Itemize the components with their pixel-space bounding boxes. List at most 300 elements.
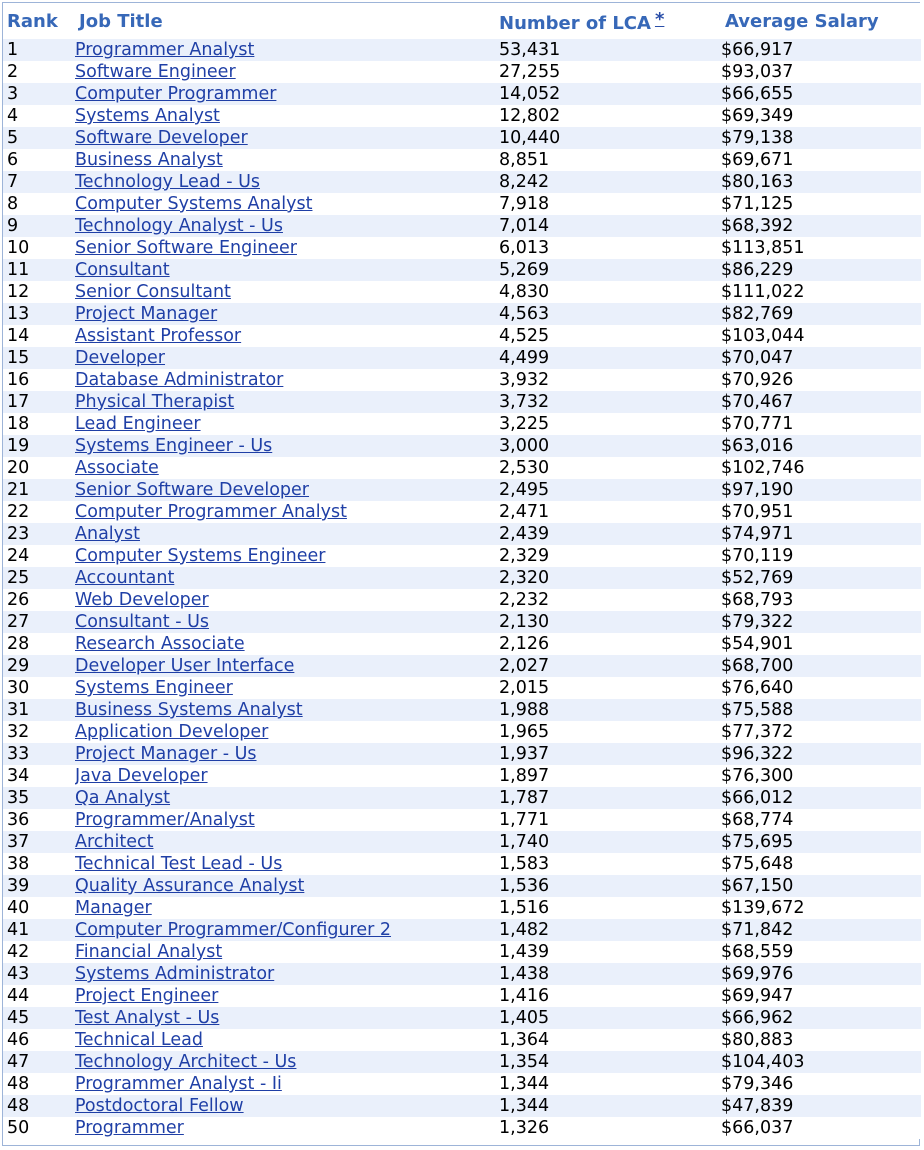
lca-count-cell: 14,052 — [499, 83, 721, 105]
lca-count-cell: 27,255 — [499, 61, 721, 83]
lca-count-cell: 3,732 — [499, 391, 721, 413]
job-title-cell — [75, 1029, 499, 1051]
table-row — [3, 237, 921, 259]
table-row — [3, 875, 921, 897]
rank-cell: 34 — [3, 765, 75, 787]
job-title-link[interactable]: Accountant — [75, 568, 175, 588]
lca-count-cell: 4,563 — [499, 303, 721, 325]
job-title-link[interactable]: Computer Programmer/Configurer 2 — [75, 920, 392, 940]
lca-count-cell: 2,439 — [499, 523, 721, 545]
lca-count-cell: 1,416 — [499, 985, 721, 1007]
job-title-link[interactable]: Physical Therapist — [75, 392, 235, 412]
job-title-cell — [75, 369, 499, 391]
average-salary-cell: $86,229 — [721, 259, 921, 281]
rank-cell: 29 — [3, 655, 75, 677]
job-title-link[interactable]: Project Manager - Us — [75, 744, 257, 764]
table-row — [3, 809, 921, 831]
job-title-link[interactable]: Technical Lead — [75, 1030, 203, 1050]
job-title-cell — [75, 611, 499, 633]
job-title-link[interactable]: Financial Analyst — [75, 942, 223, 962]
job-title-link[interactable]: Senior Software Engineer — [75, 238, 297, 258]
lca-count-cell: 1,897 — [499, 765, 721, 787]
job-title-cell — [75, 391, 499, 413]
job-title-link[interactable]: Manager — [75, 898, 152, 918]
job-title-link[interactable]: Computer Programmer — [75, 84, 277, 104]
job-title-link[interactable]: Assistant Professor — [75, 326, 242, 346]
job-title-link[interactable]: Java Developer — [75, 766, 208, 786]
table-row — [3, 743, 921, 765]
lca-count-cell: 4,499 — [499, 347, 721, 369]
lca-table-container — [2, 2, 920, 1146]
job-title-cell — [75, 259, 499, 281]
average-salary-cell: $75,648 — [721, 853, 921, 875]
average-salary-cell: $70,467 — [721, 391, 921, 413]
job-title-cell — [75, 237, 499, 259]
lca-count-cell: 3,225 — [499, 413, 721, 435]
job-title-cell — [75, 61, 499, 83]
table-row — [3, 633, 921, 655]
rank-cell: 48 — [3, 1095, 75, 1117]
lca-count-cell: 8,851 — [499, 149, 721, 171]
job-title-cell — [75, 809, 499, 831]
rank-cell: 26 — [3, 589, 75, 611]
table-row — [3, 1117, 921, 1139]
average-salary-cell: $63,016 — [721, 435, 921, 457]
lca-count-cell: 1,354 — [499, 1051, 721, 1073]
rank-cell: 3 — [3, 83, 75, 105]
table-row — [3, 391, 921, 413]
rank-cell: 40 — [3, 897, 75, 919]
rank-cell: 4 — [3, 105, 75, 127]
table-row — [3, 721, 921, 743]
job-title-link[interactable]: Technology Lead - Us — [75, 172, 260, 192]
average-salary-cell: $66,962 — [721, 1007, 921, 1029]
rank-cell: 32 — [3, 721, 75, 743]
average-salary-cell: $71,125 — [721, 193, 921, 215]
average-salary-cell: $66,917 — [721, 39, 921, 61]
rank-cell: 16 — [3, 369, 75, 391]
job-title-link[interactable]: Database Administrator — [75, 370, 284, 390]
job-title-cell — [75, 545, 499, 567]
rank-cell: 50 — [3, 1117, 75, 1139]
table-header — [3, 3, 921, 39]
job-title-link[interactable]: Programmer Analyst — [75, 40, 255, 60]
rank-cell: 44 — [3, 985, 75, 1007]
rank-cell: 17 — [3, 391, 75, 413]
table-row — [3, 435, 921, 457]
lca-count-cell: 12,802 — [499, 105, 721, 127]
table-row — [3, 677, 921, 699]
average-salary-cell: $70,926 — [721, 369, 921, 391]
average-salary-cell: $80,883 — [721, 1029, 921, 1051]
job-title-cell — [75, 501, 499, 523]
rank-cell: 10 — [3, 237, 75, 259]
job-title-link[interactable]: Computer Programmer Analyst — [75, 502, 347, 522]
rank-cell: 20 — [3, 457, 75, 479]
average-salary-cell: $70,047 — [721, 347, 921, 369]
job-title-cell — [75, 523, 499, 545]
job-title-cell — [75, 347, 499, 369]
average-salary-cell: $71,842 — [721, 919, 921, 941]
rank-cell: 47 — [3, 1051, 75, 1073]
job-title-link[interactable]: Quality Assurance Analyst — [75, 876, 305, 896]
job-title-link[interactable]: Research Associate — [75, 634, 245, 654]
lca-count-cell: 2,027 — [499, 655, 721, 677]
average-salary-cell: $103,044 — [721, 325, 921, 347]
average-salary-cell: $76,300 — [721, 765, 921, 787]
job-title-cell — [75, 281, 499, 303]
rank-cell: 6 — [3, 149, 75, 171]
table-row — [3, 919, 921, 941]
job-title-cell — [75, 1007, 499, 1029]
job-title-link[interactable]: Computer Systems Analyst — [75, 194, 313, 214]
rank-cell: 19 — [3, 435, 75, 457]
rank-cell: 14 — [3, 325, 75, 347]
rank-cell: 43 — [3, 963, 75, 985]
job-title-cell — [75, 941, 499, 963]
lca-job-table — [3, 3, 921, 1139]
table-row — [3, 1073, 921, 1095]
rank-cell: 21 — [3, 479, 75, 501]
table-row — [3, 589, 921, 611]
rank-cell: 38 — [3, 853, 75, 875]
rank-cell: 31 — [3, 699, 75, 721]
average-salary-cell: $113,851 — [721, 237, 921, 259]
rank-cell: 30 — [3, 677, 75, 699]
average-salary-cell: $52,769 — [721, 567, 921, 589]
table-row — [3, 699, 921, 721]
lca-count-cell: 7,014 — [499, 215, 721, 237]
job-title-link[interactable]: Web Developer — [75, 590, 209, 610]
job-title-link[interactable]: Software Engineer — [75, 62, 236, 82]
lca-count-cell: 3,000 — [499, 435, 721, 457]
job-title-cell — [75, 479, 499, 501]
average-salary-cell: $80,163 — [721, 171, 921, 193]
job-title-cell — [75, 589, 499, 611]
table-row — [3, 171, 921, 193]
lca-count-cell: 2,130 — [499, 611, 721, 633]
job-title-cell — [75, 39, 499, 61]
job-title-link[interactable]: Qa Analyst — [75, 788, 171, 808]
lca-count-cell: 1,326 — [499, 1117, 721, 1139]
job-title-cell — [75, 1073, 499, 1095]
table-row — [3, 281, 921, 303]
lca-count-cell: 6,013 — [499, 237, 721, 259]
lca-count-cell: 1,771 — [499, 809, 721, 831]
job-title-link[interactable]: Systems Analyst — [75, 106, 220, 126]
lca-count-cell: 53,431 — [499, 39, 721, 61]
job-title-link[interactable]: Consultant — [75, 260, 170, 280]
rank-cell: 37 — [3, 831, 75, 853]
table-row — [3, 985, 921, 1007]
job-title-link[interactable]: Consultant - Us — [75, 612, 209, 632]
average-salary-cell: $66,655 — [721, 83, 921, 105]
lca-count-cell: 1,937 — [499, 743, 721, 765]
rank-cell: 11 — [3, 259, 75, 281]
average-salary-cell: $93,037 — [721, 61, 921, 83]
lca-footnote-link[interactable]: * — [654, 8, 665, 30]
average-salary-cell: $66,037 — [721, 1117, 921, 1139]
table-row — [3, 105, 921, 127]
job-title-cell — [75, 1051, 499, 1073]
lca-count-cell: 1,787 — [499, 787, 721, 809]
table-row — [3, 1095, 921, 1117]
job-title-cell — [75, 193, 499, 215]
job-title-cell — [75, 743, 499, 765]
average-salary-cell: $111,022 — [721, 281, 921, 303]
job-title-cell — [75, 699, 499, 721]
table-body — [3, 39, 921, 1139]
average-salary-cell: $54,901 — [721, 633, 921, 655]
lca-count-cell: 1,364 — [499, 1029, 721, 1051]
job-title-cell — [75, 633, 499, 655]
table-row — [3, 479, 921, 501]
table-row — [3, 61, 921, 83]
job-title-link[interactable]: Business Analyst — [75, 150, 223, 170]
table-row — [3, 501, 921, 523]
rank-cell: 13 — [3, 303, 75, 325]
rank-cell: 33 — [3, 743, 75, 765]
job-title-cell — [75, 919, 499, 941]
rank-cell: 2 — [3, 61, 75, 83]
average-salary-cell: $75,695 — [721, 831, 921, 853]
table-row — [3, 1029, 921, 1051]
job-title-link[interactable]: Technical Test Lead - Us — [75, 854, 283, 874]
job-title-cell — [75, 655, 499, 677]
table-row — [3, 149, 921, 171]
average-salary-cell: $82,769 — [721, 303, 921, 325]
job-title-link[interactable]: Computer Systems Engineer — [75, 546, 326, 566]
lca-count-cell: 1,740 — [499, 831, 721, 853]
lca-count-cell: 1,583 — [499, 853, 721, 875]
average-salary-cell: $69,976 — [721, 963, 921, 985]
lca-count-cell: 2,471 — [499, 501, 721, 523]
lca-count-cell: 2,320 — [499, 567, 721, 589]
job-title-cell — [75, 787, 499, 809]
lca-count-cell: 1,482 — [499, 919, 721, 941]
job-title-link[interactable]: Software Developer — [75, 128, 248, 148]
job-title-cell — [75, 171, 499, 193]
average-salary-cell: $66,012 — [721, 787, 921, 809]
job-title-link[interactable]: Senior Consultant — [75, 282, 231, 302]
table-row — [3, 325, 921, 347]
job-title-link[interactable]: Systems Engineer — [75, 678, 233, 698]
job-title-link[interactable]: Developer User Interface — [75, 656, 295, 676]
job-title-link[interactable]: Programmer — [75, 1118, 184, 1138]
job-title-link[interactable]: Application Developer — [75, 722, 269, 742]
rank-cell: 36 — [3, 809, 75, 831]
lca-count-cell: 2,329 — [499, 545, 721, 567]
job-title-cell — [75, 853, 499, 875]
job-title-cell — [75, 897, 499, 919]
job-title-cell — [75, 567, 499, 589]
rank-cell: 7 — [3, 171, 75, 193]
table-row — [3, 897, 921, 919]
lca-count-cell: 2,530 — [499, 457, 721, 479]
lca-count-cell: 3,932 — [499, 369, 721, 391]
job-title-link[interactable]: Analyst — [75, 524, 140, 544]
job-title-link[interactable]: Architect — [75, 832, 154, 852]
average-salary-cell: $139,672 — [721, 897, 921, 919]
rank-cell: 22 — [3, 501, 75, 523]
table-row — [3, 127, 921, 149]
job-title-cell — [75, 831, 499, 853]
job-title-link[interactable]: Test Analyst - Us — [75, 1008, 220, 1028]
rank-cell: 5 — [3, 127, 75, 149]
job-title-link[interactable]: Programmer Analyst - Ii — [75, 1074, 282, 1094]
job-title-cell — [75, 1095, 499, 1117]
table-row — [3, 1051, 921, 1073]
table-row — [3, 259, 921, 281]
average-salary-cell: $68,559 — [721, 941, 921, 963]
job-title-cell — [75, 215, 499, 237]
job-title-link[interactable]: Project Engineer — [75, 986, 219, 1006]
header-row — [3, 3, 921, 39]
average-salary-cell: $68,392 — [721, 215, 921, 237]
job-title-cell — [75, 149, 499, 171]
job-title-link[interactable]: Systems Administrator — [75, 964, 275, 984]
average-salary-cell: $70,951 — [721, 501, 921, 523]
job-title-link[interactable]: Systems Engineer - Us — [75, 436, 273, 456]
rank-cell: 25 — [3, 567, 75, 589]
table-row — [3, 963, 921, 985]
job-title-cell — [75, 457, 499, 479]
average-salary-cell: $69,349 — [721, 105, 921, 127]
average-salary-cell: $47,839 — [721, 1095, 921, 1117]
header-number-of-lca — [499, 3, 721, 39]
rank-cell: 15 — [3, 347, 75, 369]
lca-count-cell: 1,988 — [499, 699, 721, 721]
rank-cell: 8 — [3, 193, 75, 215]
job-title-link[interactable]: Lead Engineer — [75, 414, 201, 434]
average-salary-cell: $96,322 — [721, 743, 921, 765]
lca-count-cell: 1,344 — [499, 1073, 721, 1095]
rank-cell: 18 — [3, 413, 75, 435]
table-row — [3, 941, 921, 963]
average-salary-cell: $68,793 — [721, 589, 921, 611]
average-salary-cell: $97,190 — [721, 479, 921, 501]
job-title-cell — [75, 105, 499, 127]
rank-cell: 28 — [3, 633, 75, 655]
job-title-cell — [75, 325, 499, 347]
table-row — [3, 193, 921, 215]
average-salary-cell: $68,700 — [721, 655, 921, 677]
lca-count-cell: 2,126 — [499, 633, 721, 655]
table-row — [3, 83, 921, 105]
average-salary-cell: $79,322 — [721, 611, 921, 633]
job-title-cell — [75, 721, 499, 743]
job-title-link[interactable]: Project Manager — [75, 304, 218, 324]
job-title-link[interactable]: Business Systems Analyst — [75, 700, 303, 720]
average-salary-cell: $102,746 — [721, 457, 921, 479]
job-title-link[interactable]: Developer — [75, 348, 166, 368]
table-row — [3, 369, 921, 391]
job-title-link[interactable]: Associate — [75, 458, 159, 478]
rank-cell: 42 — [3, 941, 75, 963]
header-lca-label: Number of LCA — [499, 12, 651, 34]
table-row — [3, 831, 921, 853]
job-title-link[interactable]: Programmer/Analyst — [75, 810, 255, 830]
job-title-link[interactable]: Postdoctoral Fellow — [75, 1096, 244, 1116]
job-title-cell — [75, 435, 499, 457]
rank-cell: 23 — [3, 523, 75, 545]
average-salary-cell: $79,346 — [721, 1073, 921, 1095]
table-row — [3, 765, 921, 787]
lca-count-cell: 1,438 — [499, 963, 721, 985]
average-salary-cell: $68,774 — [721, 809, 921, 831]
lca-count-cell: 1,344 — [499, 1095, 721, 1117]
job-title-link[interactable]: Technology Analyst - Us — [75, 216, 283, 236]
rank-cell: 27 — [3, 611, 75, 633]
table-row — [3, 1007, 921, 1029]
job-title-link[interactable]: Technology Architect - Us — [75, 1052, 297, 1072]
lca-count-cell: 1,439 — [499, 941, 721, 963]
job-title-cell — [75, 127, 499, 149]
job-title-cell — [75, 875, 499, 897]
average-salary-cell: $70,771 — [721, 413, 921, 435]
table-row — [3, 523, 921, 545]
header-rank: Rank — [3, 3, 75, 39]
table-row — [3, 457, 921, 479]
rank-cell: 1 — [3, 39, 75, 61]
rank-cell: 45 — [3, 1007, 75, 1029]
job-title-cell — [75, 963, 499, 985]
rank-cell: 24 — [3, 545, 75, 567]
rank-cell: 46 — [3, 1029, 75, 1051]
job-title-cell — [75, 765, 499, 787]
rank-cell: 39 — [3, 875, 75, 897]
lca-count-cell: 2,232 — [499, 589, 721, 611]
lca-count-cell: 5,269 — [499, 259, 721, 281]
lca-count-cell: 1,516 — [499, 897, 721, 919]
lca-count-cell: 2,015 — [499, 677, 721, 699]
average-salary-cell: $76,640 — [721, 677, 921, 699]
lca-count-cell: 1,405 — [499, 1007, 721, 1029]
rank-cell: 9 — [3, 215, 75, 237]
table-row — [3, 303, 921, 325]
average-salary-cell: $74,971 — [721, 523, 921, 545]
job-title-cell — [75, 83, 499, 105]
table-row — [3, 347, 921, 369]
rank-cell: 41 — [3, 919, 75, 941]
lca-count-cell: 2,495 — [499, 479, 721, 501]
table-row — [3, 853, 921, 875]
rank-cell: 12 — [3, 281, 75, 303]
lca-count-cell: 1,965 — [499, 721, 721, 743]
table-row — [3, 787, 921, 809]
average-salary-cell: $69,947 — [721, 985, 921, 1007]
average-salary-cell: $69,671 — [721, 149, 921, 171]
lca-count-cell: 8,242 — [499, 171, 721, 193]
job-title-cell — [75, 303, 499, 325]
lca-count-cell: 4,830 — [499, 281, 721, 303]
average-salary-cell: $67,150 — [721, 875, 921, 897]
table-row — [3, 611, 921, 633]
table-row — [3, 655, 921, 677]
table-row — [3, 215, 921, 237]
job-title-cell — [75, 413, 499, 435]
rank-cell: 48 — [3, 1073, 75, 1095]
average-salary-cell: $104,403 — [721, 1051, 921, 1073]
table-row — [3, 39, 921, 61]
job-title-link[interactable]: Senior Software Developer — [75, 480, 310, 500]
lca-count-cell: 4,525 — [499, 325, 721, 347]
average-salary-cell: $75,588 — [721, 699, 921, 721]
table-row — [3, 545, 921, 567]
job-title-cell — [75, 677, 499, 699]
lca-count-cell: 7,918 — [499, 193, 721, 215]
header-average-salary: Average Salary — [721, 3, 921, 39]
